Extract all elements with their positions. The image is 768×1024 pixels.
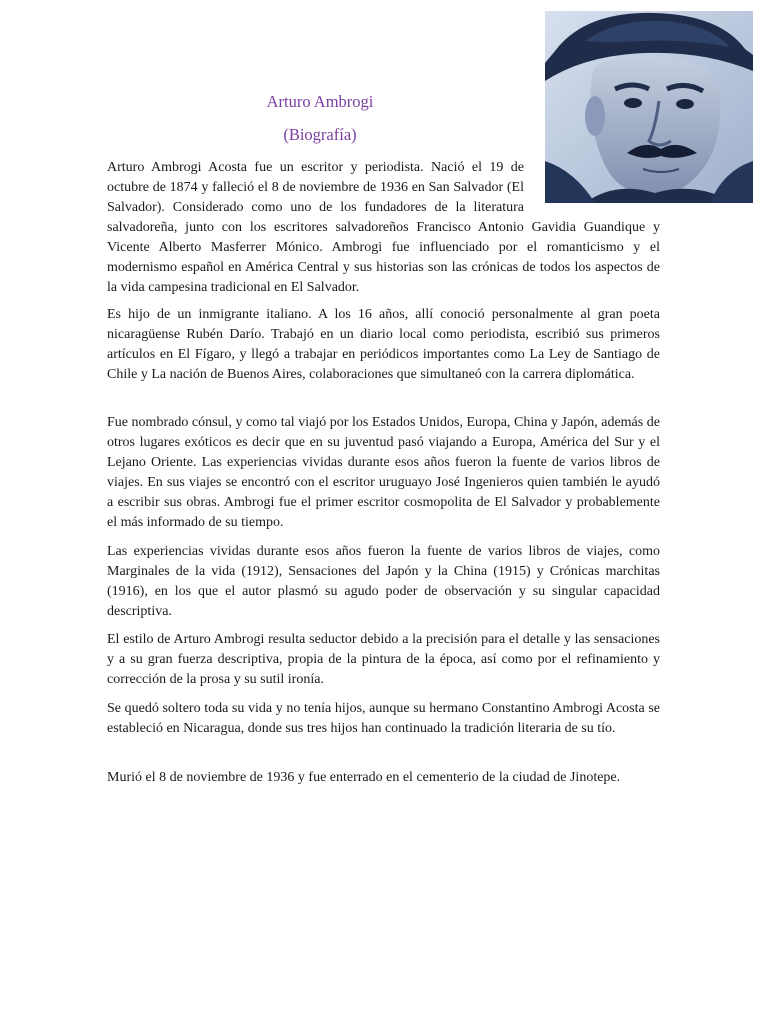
image-wrap-space <box>524 158 660 200</box>
paragraph-1-text: Arturo Ambrogi Acosta fue un escritor y periodista. Nació el 19 de octubre de 1874 y falleció el 8 de noviembre de 1936 en San Salvador (El Salvador). Considerado como uno de los fundadores de la literatura salvadoreña, junto con los escritores salvadoreños Francisco Antonio Gavidia Guandique y Vicente Alberto Masferrer Mónico. Ambrogi fue influenciado por el romanticismo y el modernismo español en América Central y sus historias son las crónicas de todos los aspectos de la vida campesina tradicional en El Salvador. <box>107 160 660 295</box>
paragraph-5: El estilo de Arturo Ambrogi resulta seductor debido a la precisión para el detalle y las sensaciones y a su gran fuerza descriptiva, propia de la pintura de la época, así como por el refinamiento y corrección de la prosa y su sutil ironía. <box>107 632 660 687</box>
paragraph-7: Murió el 8 de noviembre de 1936 y fue enterrado en el cementerio de la ciudad de Jinotepe. <box>107 770 621 785</box>
document-title: Arturo Ambrogi <box>266 92 374 111</box>
document-subtitle: (Biografía) <box>283 125 357 144</box>
paragraph-2: Es hijo de un inmigrante italiano. A los 16 años, allí conoció personalmente al gran poeta nicaragüense Rubén Darío. Trabajó en un diario local como periodista, escribió sus primeros artículos en El Fígaro, y llegó a trabajar en periódicos importantes como La Ley de Santiago de Chile y La nación de Buenos Aires, colaboraciones que simultaneó con la carrera diplomática. <box>107 307 660 382</box>
paragraph-6: Se quedó soltero toda su vida y no tenía hijos, aunque su hermano Constantino Ambrogi Acosta se estableció en Nicaragua, donde sus tres hijos han continuado la tradición literaria de su tío. <box>107 701 660 736</box>
paragraph-4: Las experiencias vividas durante esos años fueron la fuente de varios libros de viajes, como Marginales de la vida (1912), Sensaciones del Japón y la China (1915) y Crónicas marchitas (1916), en los que el autor plasmó su agudo poder de observación y su singular capacidad descriptiva. <box>107 544 660 619</box>
paragraph-1 <box>107 158 660 298</box>
paragraph-3: Fue nombrado cónsul, y como tal viajó por los Estados Unidos, Europa, China y Japón, además de otros lugares exóticos es decir que en su juventud pasó viajando a Europa, América del Sur y el Lejano Oriente. Las experiencias vividas durante esos años fueron la fuente de varios libros de viajes. En sus viajes se encontró con el escritor uruguayo José Ingenieros quien también le ayudó a escribir sus obras. Ambrogi fue el primer escritor cosmopolita de El Salvador y probablemente el más informado de su tiempo. <box>107 415 660 530</box>
